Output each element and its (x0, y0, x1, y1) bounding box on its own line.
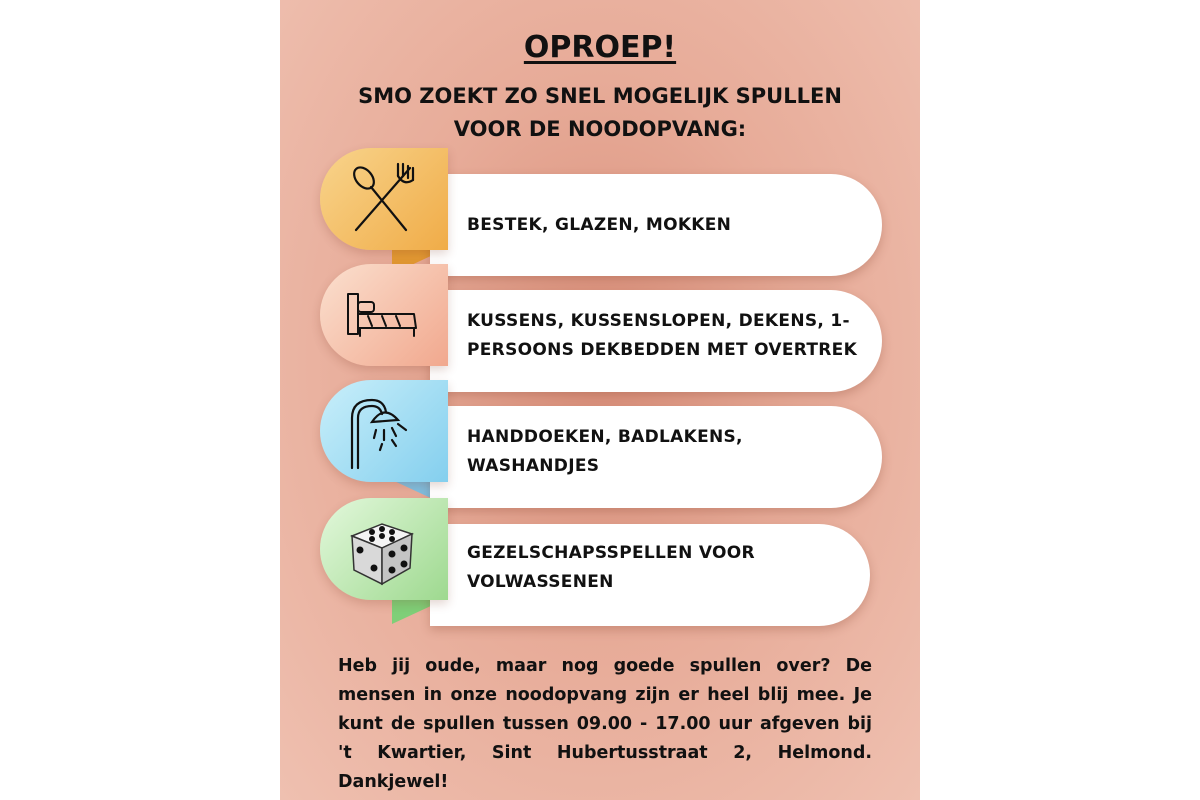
dice-icon (338, 506, 424, 592)
item-tile (320, 264, 448, 366)
item-label-line-1: HANDDOEKEN, BADLAKENS, (467, 427, 743, 447)
bed-icon (338, 272, 424, 358)
poster (280, 0, 920, 800)
item-label (467, 423, 743, 481)
item-tile (320, 380, 448, 482)
poster-subtitle (280, 80, 920, 146)
cutlery-icon (338, 156, 424, 242)
item-label-line-2: PERSOONS DEKBEDDEN MET OVERTREK (467, 340, 858, 360)
item-label (467, 539, 755, 597)
subtitle-line-1: SMO ZOEKT ZO SNEL MOGELIJK SPULLEN (358, 84, 842, 108)
item-label (467, 307, 857, 365)
poster-title: OPROEP! (523, 30, 677, 65)
list-item-bed (320, 264, 880, 394)
list-item-cutlery (320, 148, 880, 278)
item-label-line-2: WASHANDJES (467, 456, 600, 476)
item-tile (320, 498, 448, 600)
item-label-line-1: GEZELSCHAPSSPELLEN VOOR (467, 543, 755, 563)
shower-icon (338, 388, 424, 474)
item-label (467, 211, 731, 240)
footer-text: Heb jij oude, maar nog goede spullen over? De mensen in onze noodopvang zijn er heel blij mee. Je kunt de spullen tussen 09.00 - 17.00 uur afgeven bij 't Kwartier, Sint Hubertusstraat 2, Helmond. Dankjewel! (338, 656, 872, 792)
item-label-line-1: BESTEK, GLAZEN, MOKKEN (467, 215, 732, 235)
list-item-shower (320, 380, 880, 510)
item-label-line-1: KUSSENS, KUSSENSLOPEN, DEKENS, 1- (467, 311, 850, 331)
item-label-line-2: VOLWASSENEN (467, 572, 614, 592)
subtitle-line-2: VOOR DE NOODOPVANG: (453, 117, 747, 141)
list-item-dice (320, 498, 880, 628)
item-tile (320, 148, 448, 250)
